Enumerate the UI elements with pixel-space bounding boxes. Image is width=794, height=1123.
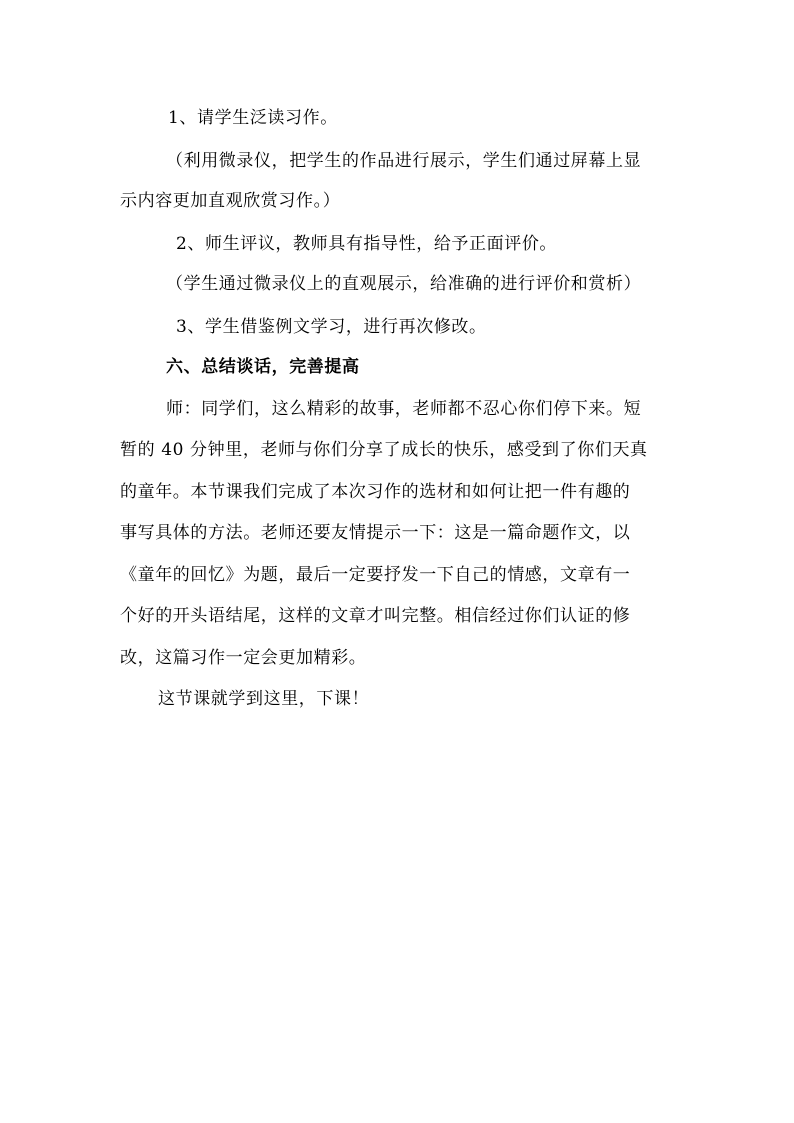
step-2-note-line: （学生通过微录仪上的直观展示，给准确的进行评价和赏析） bbox=[166, 274, 642, 294]
step-1-line: 1、请学生泛读习作。 bbox=[168, 108, 338, 128]
teacher-paragraph-line-1: 师：同学们，这么精彩的故事，老师都不忍心你们停下来。短 bbox=[166, 399, 642, 419]
section-heading: 六、总结谈话，完善提高 bbox=[166, 357, 360, 377]
teacher-paragraph-line-4: 事写具体的方法。老师还要友情提示一下：这是一篇命题作文，以 bbox=[120, 523, 631, 543]
teacher-paragraph-line-5: 《童年的回忆》为题，最后一定要抒发一下自己的情感，文章有一 bbox=[120, 565, 631, 585]
teacher-paragraph-line-2: 暂的 40 分钟里，老师与你们分享了成长的快乐，感受到了你们天真 bbox=[120, 440, 648, 460]
teacher-paragraph-line-6: 个好的开头语结尾，这样的文章才叫完整。相信经过你们认证的修 bbox=[120, 606, 631, 626]
step-1-note-line-1: （利用微录仪，把学生的作品进行展示，学生们通过屏幕上显 bbox=[166, 151, 642, 171]
step-3-line: 3、学生借鉴例文学习，进行再次修改。 bbox=[176, 317, 487, 337]
step-1-note-line-2: 示内容更加直观欣赏习作。） bbox=[120, 191, 341, 211]
step-2-line: 2、师生评议，教师具有指导性，给予正面评价。 bbox=[176, 234, 558, 254]
teacher-paragraph-line-7: 改，这篇习作一定会更加精彩。 bbox=[120, 648, 367, 668]
teacher-paragraph-line-3: 的童年。本节课我们完成了本次习作的选材和如何让把一件有趣的 bbox=[120, 482, 631, 502]
closing-line: 这节课就学到这里，下课！ bbox=[158, 689, 370, 709]
